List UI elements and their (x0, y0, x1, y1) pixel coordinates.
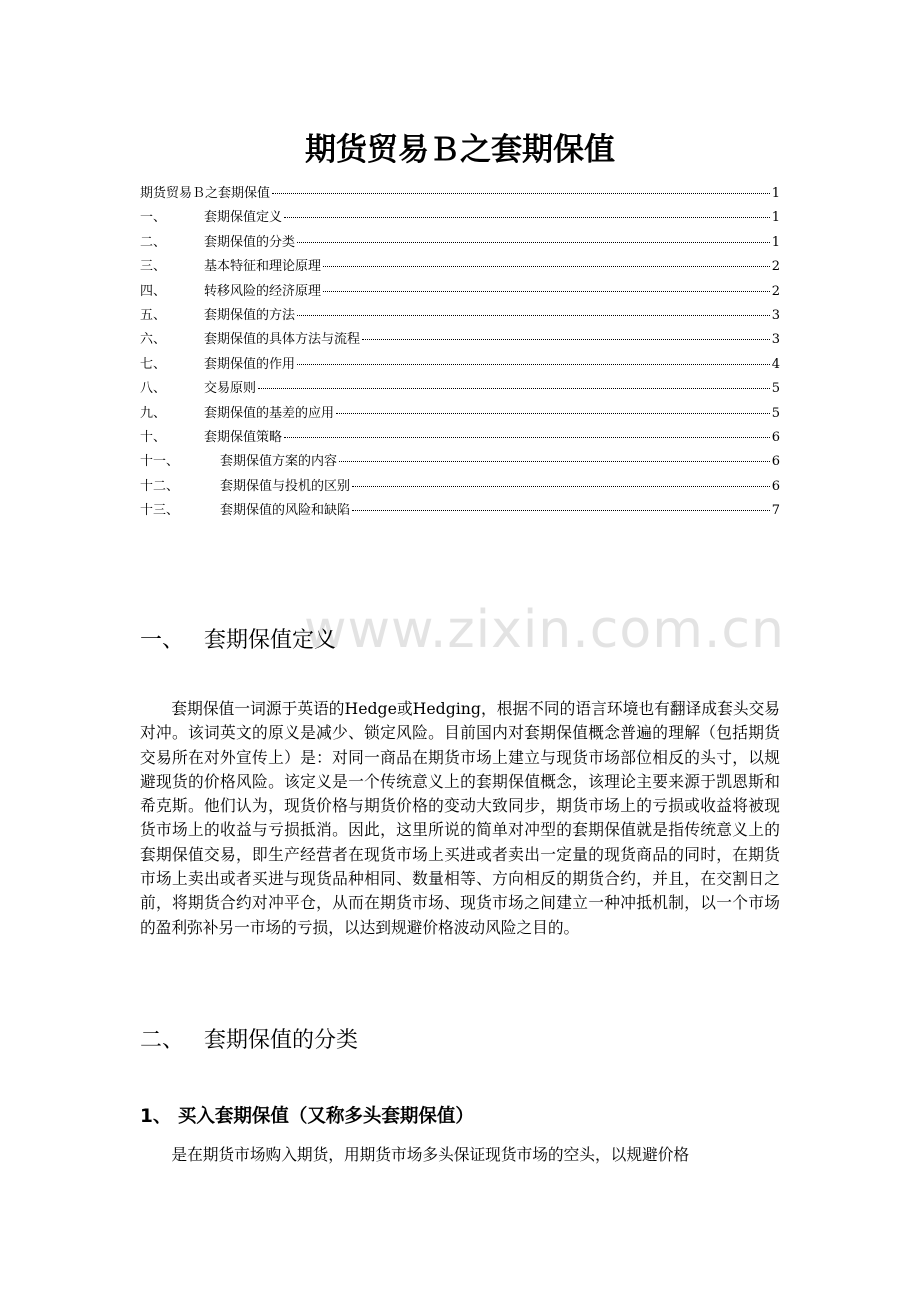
toc-leader-dots (297, 314, 770, 316)
toc-entry[interactable] (140, 353, 780, 377)
toc-entry[interactable] (140, 280, 780, 304)
toc-entry-number: 十一、 (140, 454, 180, 470)
toc-entry-text: 套期保值定义 (204, 210, 283, 226)
toc-entry-text: 套期保值的方法 (204, 307, 296, 323)
watermark: www.zixin.com.cn (304, 600, 785, 660)
toc-entry-number: 二、 (140, 234, 167, 250)
toc-leader-dots (297, 241, 770, 243)
toc-entry-page: 1 (771, 186, 780, 201)
toc-entry-number: 五、 (140, 307, 167, 323)
toc-leader-dots (352, 485, 770, 487)
toc-entry[interactable] (140, 450, 780, 474)
toc-leader-dots (323, 290, 770, 292)
toc-entry-text: 套期保值的分类 (204, 234, 296, 250)
toc-entry-number: 一、 (140, 210, 167, 226)
toc-entry[interactable] (140, 206, 780, 230)
toc-entry-number: 十、 (140, 429, 167, 445)
toc-entry[interactable] (140, 255, 780, 279)
toc-leader-dots (339, 460, 770, 462)
toc-entry-text: 基本特征和理论原理 (204, 259, 322, 275)
toc-entry[interactable] (140, 377, 780, 401)
toc-entry-page: 1 (771, 210, 780, 226)
toc-entry[interactable] (140, 328, 780, 352)
toc-entry-text: 转移风险的经济原理 (204, 283, 322, 299)
toc-entry[interactable] (140, 475, 780, 499)
toc-entry-page: 1 (771, 234, 780, 250)
toc-entry-text: 交易原则 (204, 381, 257, 397)
toc-entry-number: 三、 (140, 259, 167, 275)
section-number: 一、 (140, 628, 185, 653)
toc-entry-page: 2 (771, 283, 780, 299)
section-paragraph-definition: 套期保值一词源于英语的Hedge或Hedging，根据不同的语言环境也有翻译成套头交易对冲。该词英文的原义是减少、锁定风险。目前国内对套期保值概念普遍的理解（包括期货交易所在对外宣传上）是：对同一商品在期货市场上建立与现货市场部位相反的头寸，以规避现货的价格风险。该定义是一个传统意义上的套期保值概念，该理论主要来源于凯恩斯和希克斯。他们认为，现货价格与期货价格的变动大致同步，期货市场上的亏损或收益将被现货市场上的收益与亏损抵消。因此，这里所说的简单对冲型的套期保值就是指传统意义上的套期保值交易，即生产经营者在现货市场上买进或者卖出一定量的现货商品的同时，在期货市场上卖出或者买进与现货品种相同、数量相等、方向相反的期货合约，并且，在交割日之前，将期货合约对冲平仓，从而在期货市场、现货市场之间建立一种冲抵机制，以一个市场的盈利弥补另一市场的亏损，以达到规避价格波动风险之目的。 (140, 699, 780, 937)
toc-entry-page: 6 (771, 454, 780, 470)
toc-leader-dots (284, 216, 770, 218)
toc-leader-dots (258, 387, 770, 389)
toc-entry-page: 5 (771, 405, 780, 421)
toc-entry[interactable] (140, 402, 780, 426)
toc-entry-text: 套期保值的具体方法与流程 (204, 332, 361, 348)
toc-entry[interactable] (140, 231, 780, 255)
toc-leader-dots (284, 436, 770, 438)
toc-entry-page: 6 (771, 478, 780, 494)
toc-entry-text: 期货贸易Ｂ之套期保值 (140, 186, 271, 201)
toc-entry-text: 套期保值的作用 (204, 356, 296, 372)
toc-entry-page: 4 (771, 356, 780, 372)
table-of-contents (140, 182, 780, 523)
toc-entry-number: 十三、 (140, 503, 180, 519)
document-title: 期货贸易Ｂ之套期保值 (305, 132, 615, 168)
toc-entry-page: 3 (771, 307, 780, 323)
toc-entry-page: 5 (771, 381, 780, 397)
toc-entry[interactable] (140, 182, 780, 206)
toc-entry-number: 六、 (140, 332, 167, 348)
toc-entry[interactable] (140, 426, 780, 450)
section-heading-definition (140, 626, 336, 656)
toc-leader-dots (362, 338, 770, 340)
toc-leader-dots (297, 363, 770, 365)
toc-entry-text: 套期保值策略 (204, 429, 283, 445)
toc-entry-text: 套期保值的风险和缺陷 (220, 503, 351, 519)
toc-entry-number: 七、 (140, 356, 167, 372)
toc-entry-number: 十二、 (140, 478, 180, 494)
toc-leader-dots (352, 509, 770, 511)
toc-leader-dots (272, 192, 770, 194)
section-title: 套期保值定义 (204, 628, 337, 653)
toc-entry-text: 套期保值的基差的应用 (204, 405, 335, 421)
toc-entry-number: 九、 (140, 405, 167, 421)
toc-entry-page: 6 (771, 429, 780, 445)
section-title: 套期保值的分类 (204, 1028, 359, 1053)
subsection-paragraph-long-hedge: 是在期货市场购入期货，用期货市场多头保证现货市场的空头，以规避价格 (171, 1145, 690, 1164)
toc-entry[interactable] (140, 499, 780, 523)
toc-entry-page: 7 (771, 503, 780, 519)
toc-entry-text: 套期保值方案的内容 (220, 454, 338, 470)
toc-entry-number: 八、 (140, 381, 167, 397)
section-number: 二、 (140, 1028, 185, 1053)
toc-entry-page: 2 (771, 259, 780, 275)
subsection-heading-long-hedge: 1、 买入套期保值（又称多头套期保值） (140, 1106, 474, 1127)
section-heading-classification (140, 1026, 358, 1056)
toc-entry-page: 3 (771, 332, 780, 348)
toc-entry-number: 四、 (140, 283, 167, 299)
toc-entry[interactable] (140, 304, 780, 328)
toc-leader-dots (336, 412, 770, 414)
toc-leader-dots (323, 265, 770, 267)
toc-entry-text: 套期保值与投机的区别 (220, 478, 351, 494)
